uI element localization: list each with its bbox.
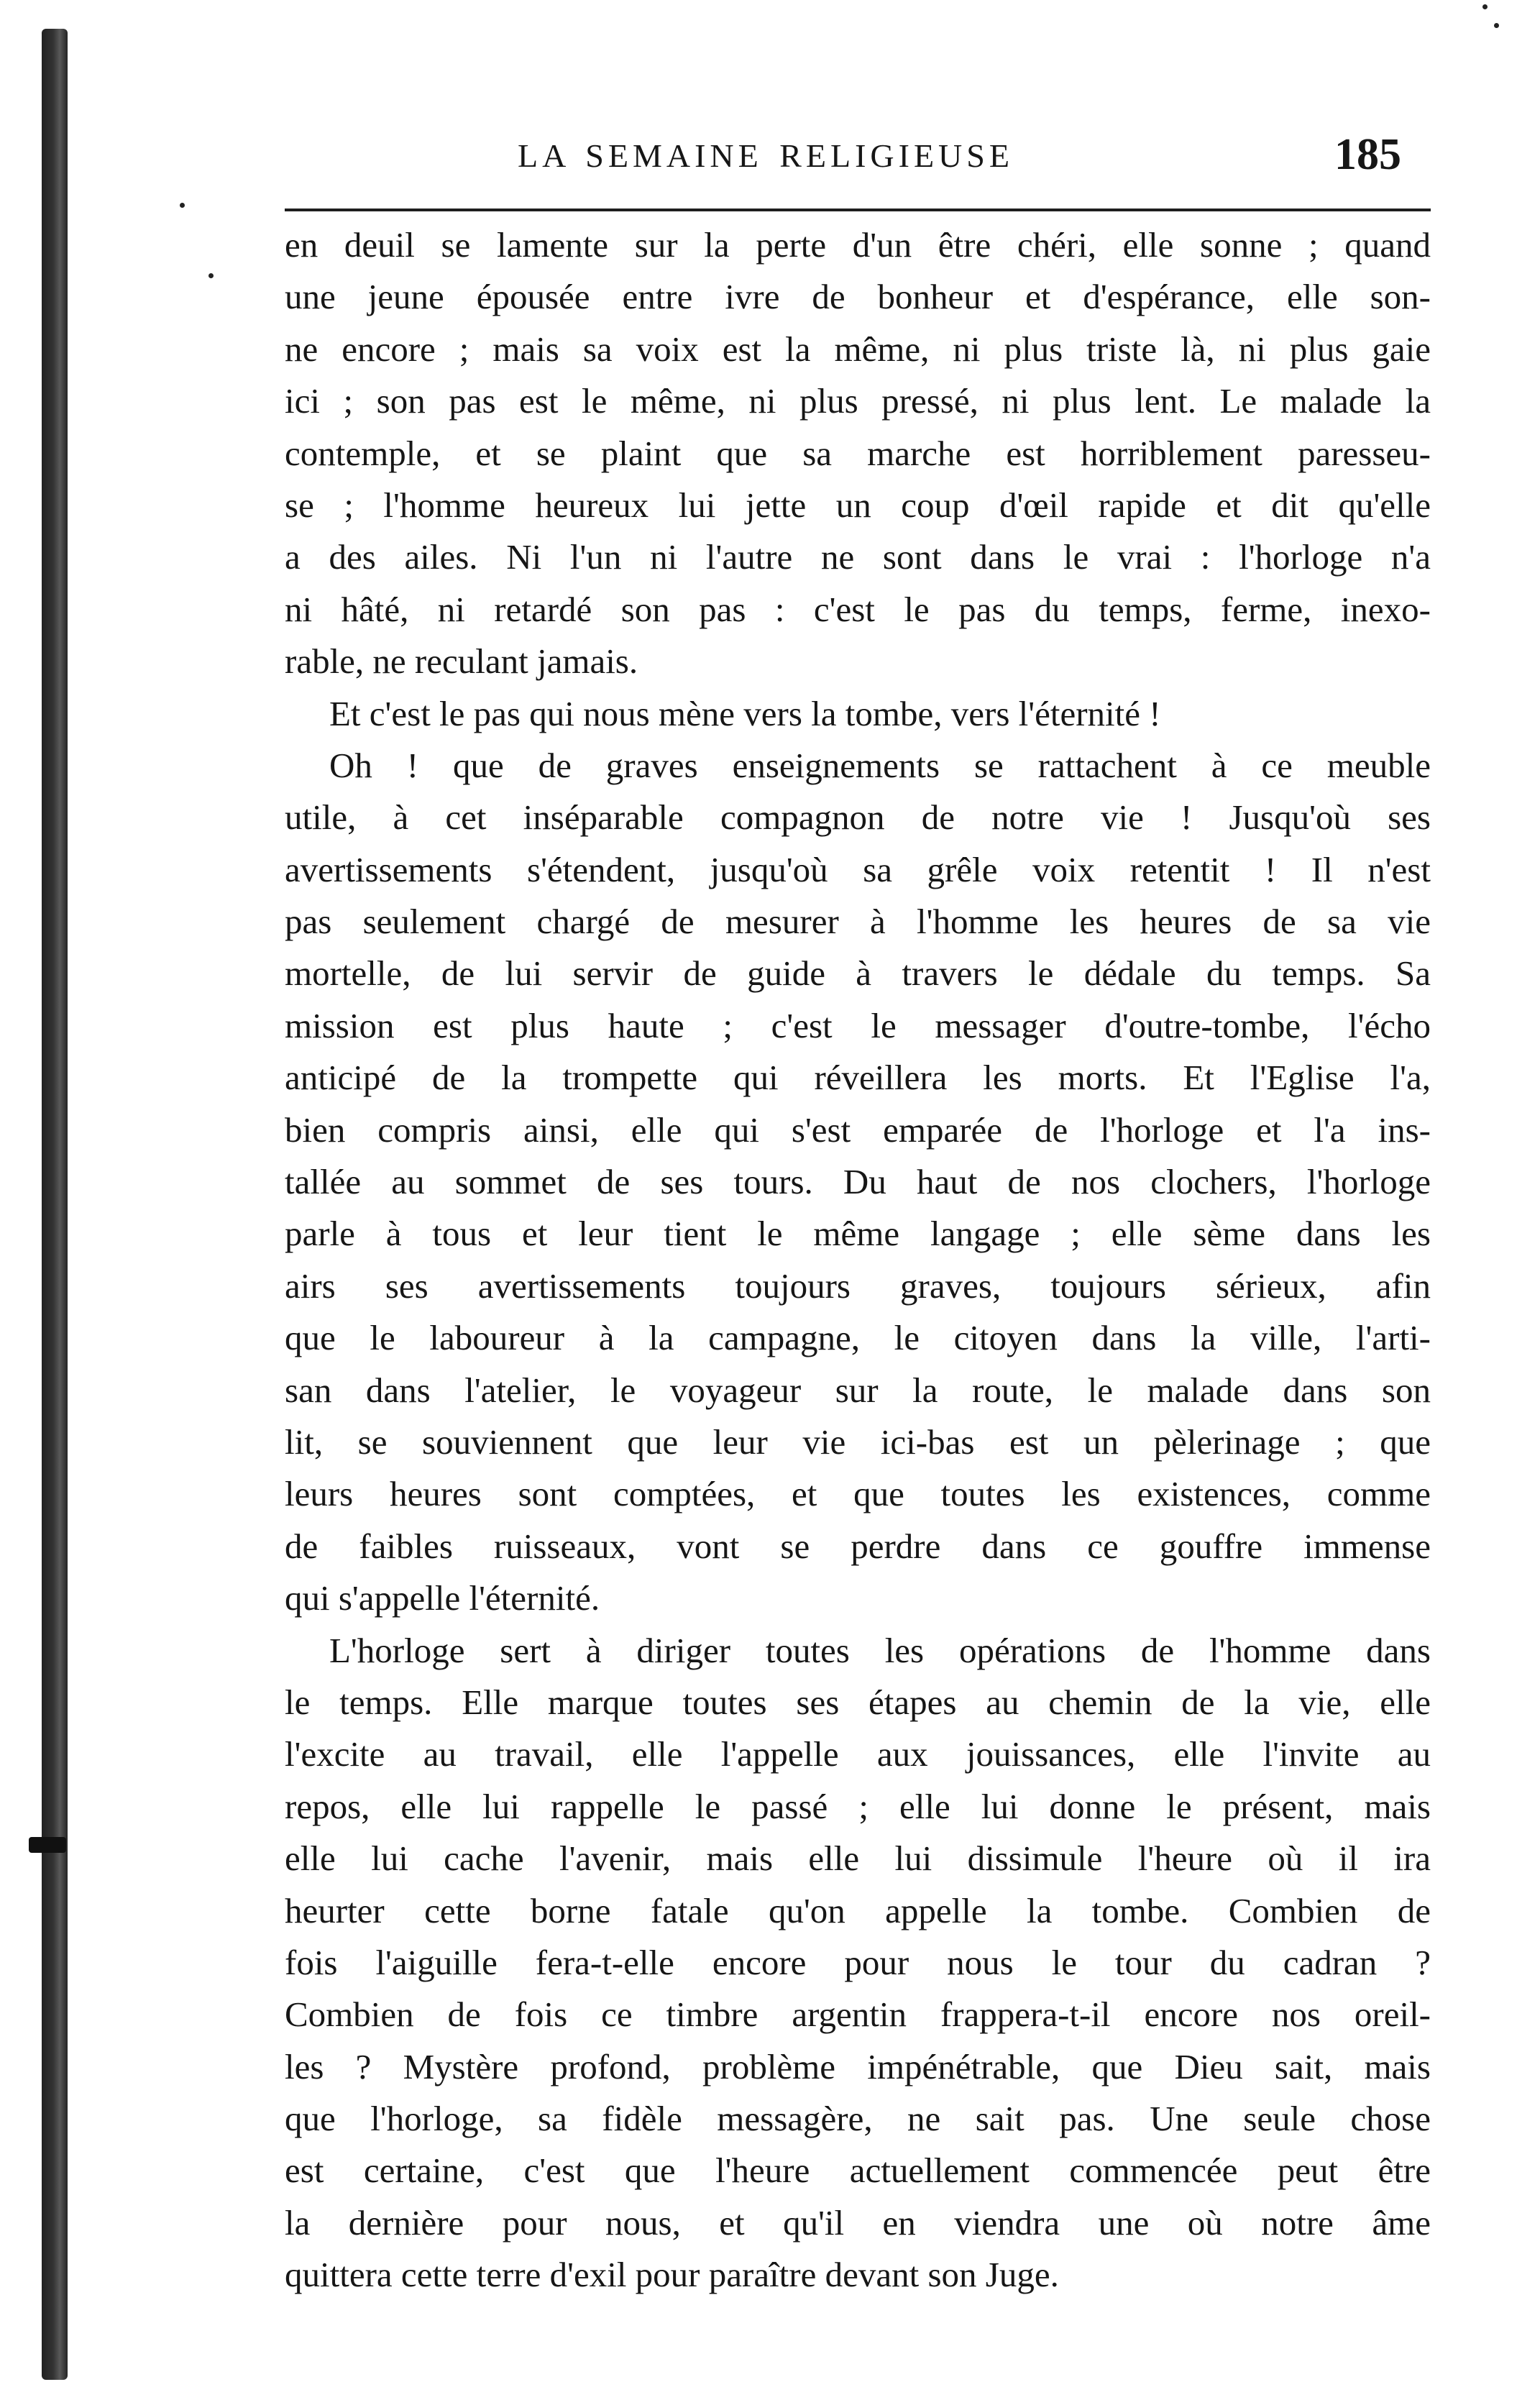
text-line: Combien de fois ce timbre argentin frappera-t-il encore nos oreil-: [285, 1994, 1431, 2035]
text-line: Et c'est le pas qui nous mène vers la tombe, vers l'éternité !: [329, 693, 1161, 733]
text-line: anticipé de la trompette qui réveillera les morts. Et l'Eglise l'a,: [285, 1058, 1431, 1098]
text-line: qui s'appelle l'éternité.: [285, 1578, 600, 1618]
text-line: a des ailes. Ni l'un ni l'autre ne sont dans le vrai : l'horloge n'a: [285, 537, 1431, 577]
text-line: elle lui cache l'avenir, mais elle lui dissimule l'heure où il ira: [285, 1838, 1431, 1879]
speck: [1494, 23, 1499, 28]
text-line: airs ses avertissements toujours graves, toujours sérieux, afin: [285, 1265, 1431, 1306]
text-line: une jeune épousée entre ivre de bonheur et d'espérance, elle son-: [285, 277, 1431, 317]
speck: [180, 203, 185, 208]
text-line: le temps. Elle marque toutes ses étapes au chemin de la vie, elle: [285, 1682, 1431, 1722]
text-line: l'excite au travail, elle l'appelle aux jouissances, elle l'invite au: [285, 1734, 1431, 1774]
text-line: ici ; son pas est le même, ni plus pressé, ni plus lent. Le malade la: [285, 381, 1431, 421]
text-line: de faibles ruisseaux, vont se perdre dans ce gouffre immense: [285, 1526, 1431, 1566]
text-line: Oh ! que de graves enseignements se rattachent à ce meuble: [329, 745, 1431, 785]
text-line: avertissements s'étendent, jusqu'où sa grêle voix retentit ! Il n'est: [285, 849, 1431, 889]
binding-edge: [42, 29, 68, 2380]
text-line: bien compris ainsi, elle qui s'est emparée de l'horloge et l'a ins-: [285, 1109, 1431, 1150]
text-line: contemple, et se plaint que sa marche est horriblement paresseu-: [285, 433, 1431, 473]
text-line: mission est plus haute ; c'est le messager d'outre-tombe, l'écho: [285, 1005, 1431, 1045]
text-line: heurter cette borne fatale qu'on appelle la tombe. Combien de: [285, 1890, 1431, 1930]
text-line: leurs heures sont comptées, et que toutes les existences, comme: [285, 1474, 1431, 1514]
text-line: quittera cette terre d'exil pour paraître devant son Juge.: [285, 2255, 1059, 2295]
text-line: tallée au sommet de ses tours. Du haut de nos clochers, l'horloge: [285, 1162, 1431, 1202]
text-line: parle à tous et leur tient le même langage ; elle sème dans les: [285, 1214, 1431, 1254]
text-line: les ? Mystère profond, problème impénétrable, que Dieu sait, mais: [285, 2046, 1431, 2086]
text-line: ne encore ; mais sa voix est la même, ni plus triste là, ni plus gaie: [285, 329, 1431, 369]
text-line: se ; l'homme heureux lui jette un coup d'œil rapide et dit qu'elle: [285, 485, 1431, 525]
text-line: en deuil se lamente sur la perte d'un être chéri, elle sonne ; quand: [285, 225, 1431, 265]
running-head: LA SEMAINE RELIGIEUSE: [518, 137, 1014, 174]
text-line: la dernière pour nous, et qu'il en viendra une où notre âme: [285, 2202, 1431, 2243]
page-number: 185: [1334, 130, 1401, 179]
text-line: mortelle, de lui servir de guide à travers le dédale du temps. Sa: [285, 953, 1431, 994]
text-line: rable, ne reculant jamais.: [285, 641, 638, 682]
text-line: que le laboureur à la campagne, le citoyen dans la ville, l'arti-: [285, 1318, 1431, 1358]
text-line: est certaine, c'est que l'heure actuellement commencée peut être: [285, 2150, 1431, 2191]
text-line: fois l'aiguille fera-t-elle encore pour nous le tour du cadran ?: [285, 1942, 1431, 1982]
text-line: ni hâté, ni retardé son pas : c'est le pas du temps, ferme, inexo-: [285, 589, 1431, 629]
text-line: repos, elle lui rappelle le passé ; elle lui donne le présent, mais: [285, 1786, 1431, 1826]
header-rule: [285, 209, 1431, 211]
text-line: san dans l'atelier, le voyageur sur la route, le malade dans son: [285, 1370, 1431, 1410]
text-line: lit, se souviennent que leur vie ici-bas est un pèlerinage ; que: [285, 1421, 1431, 1462]
text-line: pas seulement chargé de mesurer à l'homme les heures de sa vie: [285, 902, 1431, 942]
text-line: que l'horloge, sa fidèle messagère, ne sait pas. Une seule chose: [285, 2099, 1431, 2139]
speck: [1482, 4, 1488, 9]
text-line: L'horloge sert à diriger toutes les opérations de l'homme dans: [329, 1630, 1431, 1670]
speck: [208, 273, 214, 278]
binding-notch: [29, 1837, 66, 1853]
text-line: utile, à cet inséparable compagnon de notre vie ! Jusqu'où ses: [285, 797, 1431, 838]
body-text: [285, 219, 1431, 2301]
